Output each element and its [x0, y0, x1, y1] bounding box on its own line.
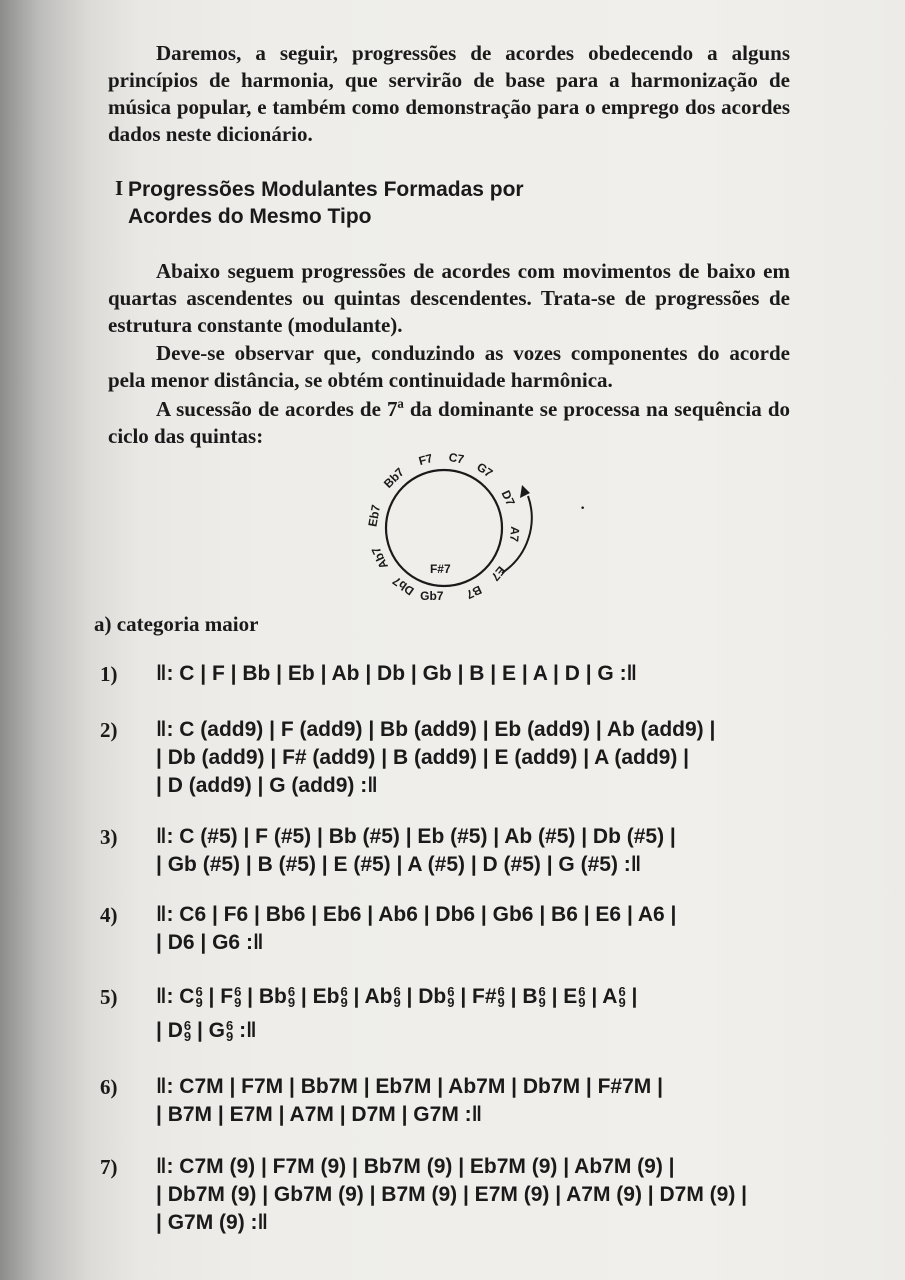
progression-line: ‖: C | F | Bb | Eb | Ab | Db | Gb | B | E | A | D | G :‖: [156, 662, 638, 685]
progression-line: | D 6 9 | G 6 9 :‖: [156, 1018, 257, 1045]
progression-line: ‖: C7M | F7M | Bb7M | Eb7M | Ab7M | Db7M | F#7M |: [156, 1075, 663, 1098]
section-title-line1: Progressões Modulantes Formadas por: [128, 178, 524, 201]
progression-line: ‖: C (add9) | F (add9) | Bb (add9) | Eb (add9) | Ab (add9) |: [156, 718, 716, 741]
circle-label: C7: [447, 450, 466, 467]
progression-line: | D (add9) | G (add9) :‖: [156, 774, 378, 797]
section-title-line2: Acordes do Mesmo Tipo: [128, 205, 372, 228]
circle-label: G7: [474, 459, 496, 481]
body-paragraph-3: A sucessão de acordes de 7ª da dominante se processa na sequência do ciclo das quintas:: [108, 397, 790, 448]
progression-line: | Db (add9) | F# (add9) | B (add9) | E (add9) | A (add9) |: [156, 746, 690, 769]
circle-label: Db7: [390, 573, 417, 599]
circle-label: Bb7: [380, 464, 407, 491]
progression-number: 7): [100, 1155, 118, 1179]
progression-line: ‖: C6 | F6 | Bb6 | Eb6 | Ab6 | Db6 | Gb6 | B6 | E6 | A6 |: [156, 903, 677, 926]
circle-label: Eb7: [365, 503, 384, 528]
progression-line: | G7M (9) :‖: [156, 1211, 268, 1234]
stray-mark: ·: [580, 500, 586, 517]
circle-label: Gb7: [420, 589, 444, 604]
intro-paragraph: Daremos, a seguir, progressões de acordes obedecendo a alguns princípios de harmonia, que servirão de base para a harmonização de música popular, e também como demonstração para o emprego dos acordes dados neste dicionário.: [108, 41, 790, 146]
circle-label: E7: [488, 563, 509, 584]
progression-number: 3): [100, 825, 118, 849]
circle-label: A7: [506, 525, 523, 543]
category-heading: [94, 612, 258, 637]
progression-line: | D6 | G6 :‖: [156, 931, 264, 954]
progression-number: 6): [100, 1075, 118, 1099]
progression-number: 1): [100, 662, 118, 686]
category-label: categoria maior: [116, 612, 259, 636]
progression-line: ‖: C7M (9) | F7M (9) | Bb7M (9) | Eb7M (9) | Ab7M (9) |: [156, 1155, 675, 1178]
progression-number: 4): [100, 903, 118, 927]
progression-number: 2): [100, 718, 118, 742]
progression-line: | B7M | E7M | A7M | D7M | G7M :‖: [156, 1103, 483, 1126]
progression-line: | Db7M (9) | Gb7M (9) | B7M (9) | E7M (9) | A7M (9) | D7M (9) |: [156, 1183, 748, 1206]
progression-number: 5): [100, 985, 118, 1009]
circle-label: F7: [417, 451, 435, 469]
circle-labels: [365, 450, 522, 603]
circle-label: Ab7: [368, 544, 391, 572]
circle-of-fifths-diagram: [352, 438, 532, 608]
section-title: [128, 176, 524, 230]
body-paragraph-2: Deve-se observar que, conduzindo as vozes componentes do acorde pela menor distância, se obtém continuidade harmônica.: [108, 341, 790, 392]
progression-line: ‖: C 6 9 | F 6 9 | Bb 6 9 | Eb 6 9 | Ab 6 9 | Db 6 9 | F# 6 9 | B 6 9 | E 6 9 | A 6 9 |: [156, 984, 638, 1011]
progression-line: | Gb (#5) | B (#5) | E (#5) | A (#5) | D (#5) | G (#5) :‖: [156, 853, 642, 876]
progression-line: ‖: C (#5) | F (#5) | Bb (#5) | Eb (#5) | Ab (#5) | Db (#5) |: [156, 825, 676, 848]
circle-of-fifths-svg: [352, 438, 532, 608]
circle-label: D7: [498, 488, 518, 508]
body-paragraph-1: Abaixo seguem progressões de acordes com movimentos de baixo em quartas ascendentes ou quintas descendentes. Trata-se de progressões de estrutura constante (modulante).: [108, 259, 790, 337]
circle-label: F#7: [429, 561, 451, 576]
category-letter: a): [94, 612, 112, 636]
section-number: I: [115, 176, 124, 200]
circle-label: B7: [464, 582, 484, 602]
